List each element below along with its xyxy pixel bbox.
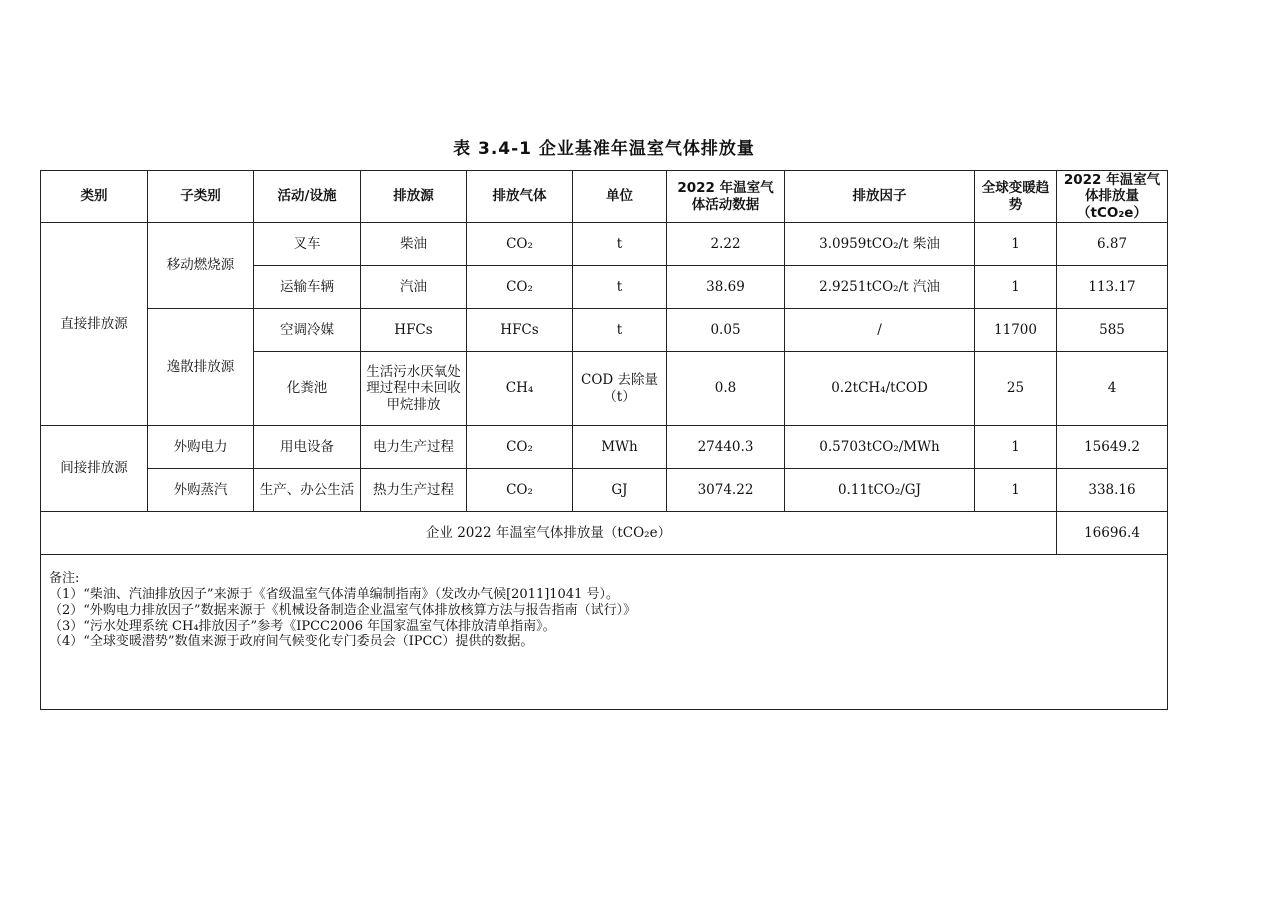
table-row (41, 469, 1168, 512)
activity-data-cell: 0.05 (667, 309, 785, 352)
activity-cell: 生产、办公生活 (254, 469, 361, 512)
header-cell: 排放源 (361, 171, 467, 223)
gas-cell: CO₂ (467, 469, 573, 512)
note-line: （1）“柴油、汽油排放因子”来源于《省级温室气体清单编制指南》（发改办气候[2011]1041 号）。 (49, 586, 620, 602)
emission-cell: 338.16 (1057, 469, 1168, 512)
notes-cell (41, 555, 1168, 710)
unit-cell: t (573, 266, 667, 309)
subcategory-cell: 逸散排放源 (148, 309, 254, 426)
factor-cell: / (785, 309, 975, 352)
gwp-cell: 11700 (975, 309, 1057, 352)
table-title: 表 3.4-1 企业基准年温室气体排放量 (453, 139, 755, 159)
activity-data-cell: 38.69 (667, 266, 785, 309)
header-cell: 子类别 (148, 171, 254, 223)
header-cell: 排放因子 (785, 171, 975, 223)
gwp-cell: 25 (975, 352, 1057, 426)
gas-cell: CO₂ (467, 426, 573, 469)
source-cell: 热力生产过程 (361, 469, 467, 512)
gwp-cell: 1 (975, 426, 1057, 469)
emission-cell: 113.17 (1057, 266, 1168, 309)
gwp-cell: 1 (975, 266, 1057, 309)
total-label: 企业 2022 年温室气体排放量（tCO₂e） (41, 512, 1057, 555)
source-cell: 电力生产过程 (361, 426, 467, 469)
activity-cell: 空调冷媒 (254, 309, 361, 352)
activity-data-cell: 3074.22 (667, 469, 785, 512)
activity-data-cell: 0.8 (667, 352, 785, 426)
subcategory-cell: 外购电力 (148, 426, 254, 469)
activity-data-cell: 2.22 (667, 223, 785, 266)
activity-cell: 叉车 (254, 223, 361, 266)
header-cell: 2022 年温室气体排放量（tCO₂e） (1057, 171, 1168, 223)
emission-cell: 585 (1057, 309, 1168, 352)
total-row (41, 512, 1168, 555)
note-line: （4）“全球变暖潜势”数值来源于政府间气候变化专门委员会（IPCC）提供的数据。 (49, 634, 534, 650)
table-row (41, 223, 1168, 266)
activity-data-cell: 27440.3 (667, 426, 785, 469)
source-cell: 柴油 (361, 223, 467, 266)
source-cell: 生活污水厌氧处理过程中未回收甲烷排放 (361, 352, 467, 426)
factor-cell: 0.11tCO₂/GJ (785, 469, 975, 512)
header-row (41, 171, 1168, 223)
factor-cell: 0.2tCH₄/tCOD (785, 352, 975, 426)
note-line: （2）“外购电力排放因子”数据来源于《机械设备制造企业温室气体排放核算方法与报告指南（试行）》 (49, 602, 637, 618)
emissions-table (40, 170, 1168, 710)
unit-cell: MWh (573, 426, 667, 469)
gwp-cell: 1 (975, 469, 1057, 512)
header-cell: 单位 (573, 171, 667, 223)
subcategory-cell: 移动燃烧源 (148, 223, 254, 309)
total-value: 16696.4 (1057, 512, 1168, 555)
header-cell: 排放气体 (467, 171, 573, 223)
unit-cell: t (573, 309, 667, 352)
factor-cell: 3.0959tCO₂/t 柴油 (785, 223, 975, 266)
notes-heading: 备注: (49, 571, 80, 586)
factor-cell: 2.9251tCO₂/t 汽油 (785, 266, 975, 309)
activity-cell: 化粪池 (254, 352, 361, 426)
emission-cell: 4 (1057, 352, 1168, 426)
source-cell: 汽油 (361, 266, 467, 309)
emission-cell: 6.87 (1057, 223, 1168, 266)
factor-cell: 0.5703tCO₂/MWh (785, 426, 975, 469)
note-line: （3）“污水处理系统 CH₄排放因子”参考《IPCC2006 年国家温室气体排放清单指南》。 (49, 618, 556, 634)
activity-cell: 运输车辆 (254, 266, 361, 309)
unit-cell: GJ (573, 469, 667, 512)
header-cell: 活动/设施 (254, 171, 361, 223)
header-cell: 全球变暖趋势 (975, 171, 1057, 223)
category-cell: 间接排放源 (41, 426, 148, 512)
gwp-cell: 1 (975, 223, 1057, 266)
header-cell: 2022 年温室气体活动数据 (667, 171, 785, 223)
unit-cell: t (573, 223, 667, 266)
emission-cell: 15649.2 (1057, 426, 1168, 469)
table-row (41, 309, 1168, 352)
gas-cell: CO₂ (467, 266, 573, 309)
notes-row (41, 555, 1168, 710)
source-cell: HFCs (361, 309, 467, 352)
table-row (41, 426, 1168, 469)
unit-cell: COD 去除量（t） (573, 352, 667, 426)
header-cell: 类别 (41, 171, 148, 223)
gas-cell: CO₂ (467, 223, 573, 266)
gas-cell: CH₄ (467, 352, 573, 426)
category-cell: 直接排放源 (41, 223, 148, 426)
gas-cell: HFCs (467, 309, 573, 352)
subcategory-cell: 外购蒸汽 (148, 469, 254, 512)
activity-cell: 用电设备 (254, 426, 361, 469)
